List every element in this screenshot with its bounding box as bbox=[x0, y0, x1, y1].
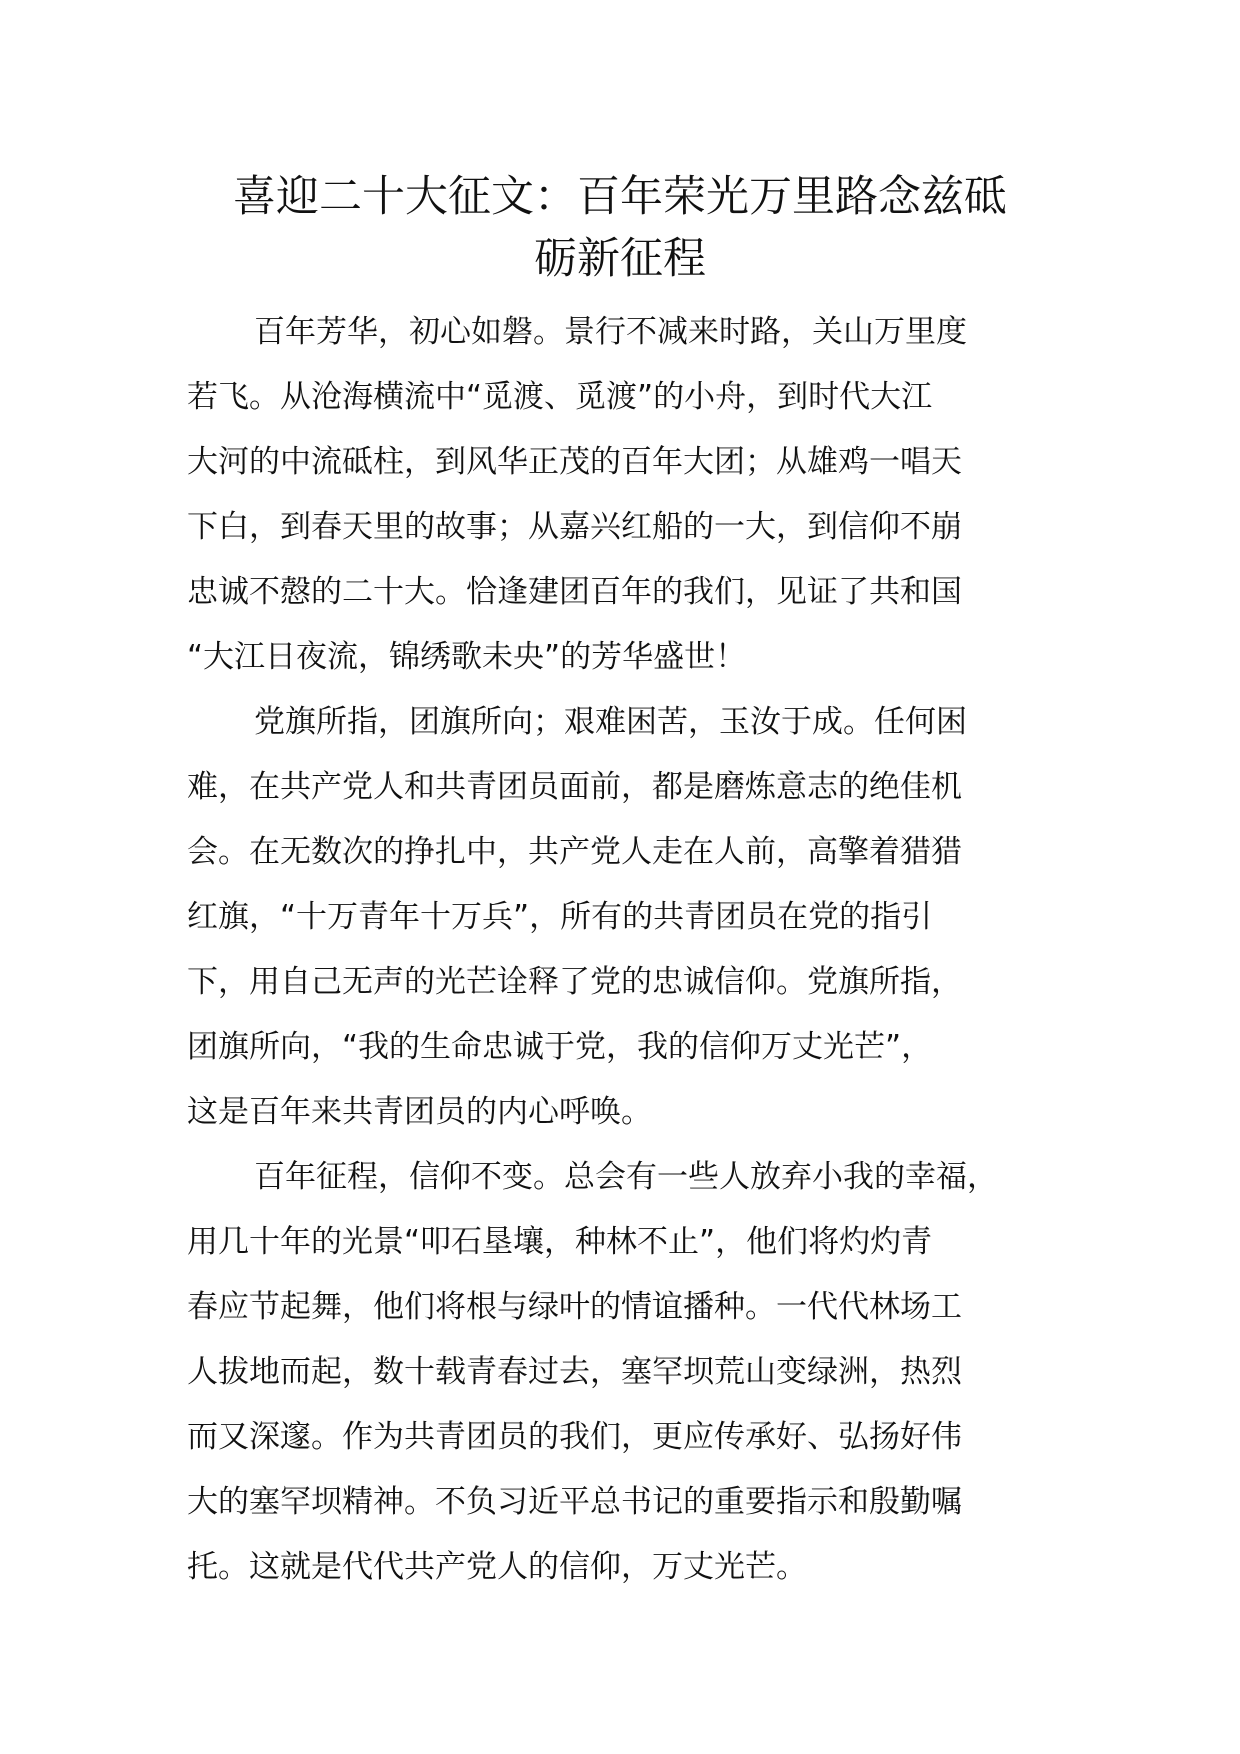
document-title bbox=[185, 166, 1055, 290]
paragraph-line: 下，用自己无声的光芒诠释了党的忠诚信仰。党旗所指， bbox=[187, 964, 962, 1000]
paragraph-line: “大江日夜流，锦绣歌未央”的芳华盛世！ bbox=[187, 639, 747, 675]
paragraph-line: 大河的中流砥柱，到风华正茂的百年大团；从雄鸡一唱天 bbox=[187, 444, 962, 480]
paragraph-line: 百年征程，信仰不变。总会有一些人放弃小我的幸福， bbox=[254, 1159, 998, 1195]
paragraph-line: 大的塞罕坝精神。不负习近平总书记的重要指示和殷勤嘱 bbox=[187, 1484, 962, 1520]
paragraph-2 bbox=[187, 690, 1067, 1145]
document-body bbox=[187, 300, 1067, 1600]
paragraph-line: 忠诚不慤的二十大。恰逢建团百年的我们，见证了共和国 bbox=[187, 574, 962, 610]
paragraph-line: 若飞。从沧海横流中“觅渡、觅渡”的小舟，到时代大江 bbox=[187, 379, 933, 415]
paragraph-1 bbox=[187, 300, 1067, 690]
paragraph-line: 人拔地而起，数十载青春过去，塞罕坝荒山变绿洲，热烈 bbox=[187, 1354, 962, 1390]
paragraph-line: 托。这就是代代共产党人的信仰，万丈光芒。 bbox=[187, 1549, 807, 1585]
title-line-1: 喜迎二十大征文：百年荣光万里路念兹砥 bbox=[233, 172, 1007, 222]
paragraph-line: 党旗所指，团旗所向；艰难困苦，玉汝于成。任何困 bbox=[254, 704, 967, 740]
paragraph-line: 难，在共产党人和共青团员面前，都是磨炼意志的绝佳机 bbox=[187, 769, 962, 805]
title-line-2: 砺新征程 bbox=[534, 234, 706, 284]
paragraph-line: 团旗所向，“我的生命忠诚于党，我的信仰万丈光芒”， bbox=[187, 1029, 933, 1065]
paragraph-line: 这是百年来共青团员的内心呼唤。 bbox=[187, 1094, 652, 1130]
paragraph-line: 春应节起舞，他们将根与绿叶的情谊播种。一代代林场工 bbox=[187, 1289, 962, 1325]
paragraph-line: 百年芳华，初心如磐。景行不减来时路，关山万里度 bbox=[254, 314, 967, 350]
paragraph-line: 红旗，“十万青年十万兵”，所有的共青团员在党的指引 bbox=[187, 899, 933, 935]
paragraph-3 bbox=[187, 1145, 1067, 1600]
paragraph-line: 下白，到春天里的故事；从嘉兴红船的一大，到信仰不崩 bbox=[187, 509, 962, 545]
paragraph-line: 用几十年的光景“叩石垦壤，种林不止”，他们将灼灼青 bbox=[187, 1224, 933, 1260]
paragraph-line: 而又深邃。作为共青团员的我们，更应传承好、弘扬好伟 bbox=[187, 1419, 962, 1455]
paragraph-line: 会。在无数次的挣扎中，共产党人走在人前，高擎着猎猎 bbox=[187, 834, 962, 870]
